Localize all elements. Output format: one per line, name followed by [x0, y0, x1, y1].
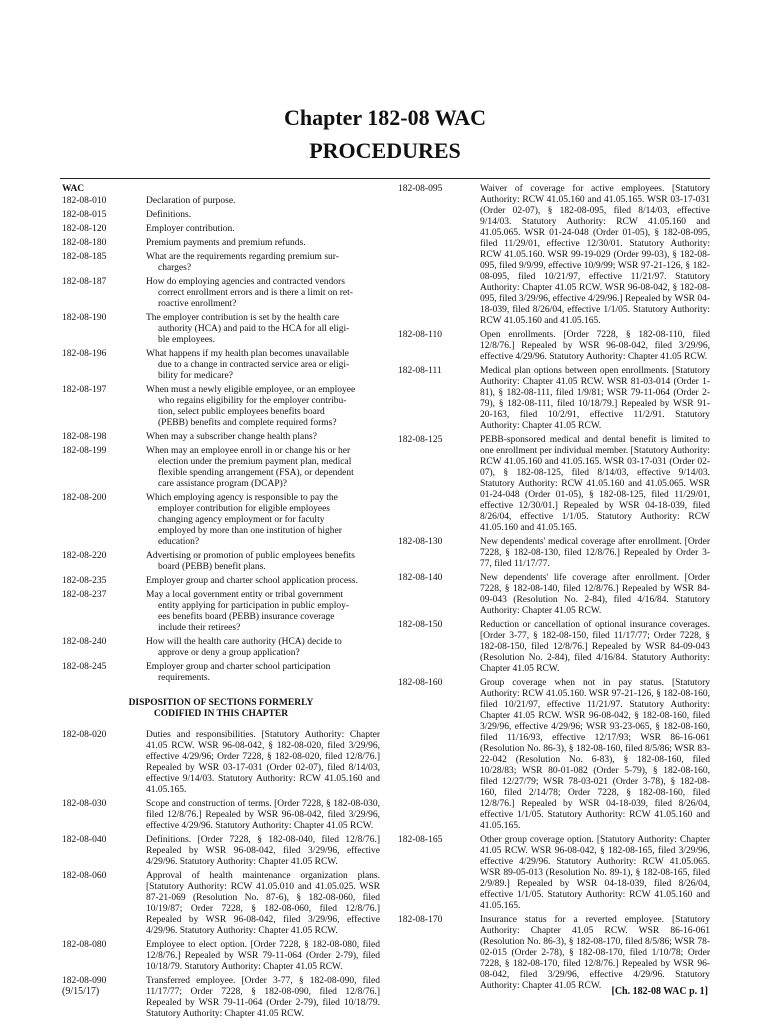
section-entry	[398, 915, 710, 992]
section-entry	[62, 446, 380, 490]
section-entry	[398, 835, 710, 912]
section-number: 182-08-197	[62, 385, 107, 395]
section-number: 182-08-111	[398, 366, 442, 376]
section-number: 182-08-237	[62, 590, 107, 600]
section-number: 182-08-150	[398, 620, 443, 630]
caption-line: requirements.	[158, 673, 210, 683]
section-entry	[62, 871, 380, 937]
section-caption	[146, 446, 380, 490]
caption-line: roactive enrollment?	[158, 299, 237, 309]
section-entry	[398, 573, 710, 617]
caption-line: Definitions.	[146, 210, 192, 220]
disposition-heading	[62, 698, 380, 720]
caption-line: board (PEBB) benefit plans.	[158, 562, 266, 572]
section-entry	[62, 637, 380, 659]
caption-line: charges?	[158, 263, 192, 273]
section-entry	[62, 210, 380, 221]
caption-line: who regains eligibility for the employer contribu-	[158, 396, 347, 406]
section-number: 182-08-090	[62, 976, 107, 986]
caption-line: Declaration of purpose.	[146, 196, 236, 206]
disposition-text: PEBB-sponsored medical and dental benefit is limited to one enrollment per individual member. [Statutory Authority: RCW 41.05.160 and 41.05.165. WSR 03-17-031 (Order 02-07), § 182-08-125, filed 8/14/03, effective 9/14/03. Statutory Authority: RCW 41.05.160 and 41.05.065. WSR 01-24-048 (Order 01-05), § 182-08-125, filed 11/29/01, effective 12/30/01.] Repealed by WSR 04-18-039, filed 8/26/04, effective 1/1/05. Statutory Authority: RCW 41.05.160 and 41.05.165.	[480, 435, 710, 533]
section-number: 182-08-095	[398, 184, 443, 194]
disposition-text: Scope and construction of terms. [Order 7228, § 182-08-030, filed 12/8/76.] Repealed by WSR 96-08-042, filed 3/29/96, effective 4/29/96. Statutory Authority: Chapter 41.05 RCW.	[146, 799, 380, 831]
section-entry	[62, 976, 380, 1020]
section-entry	[62, 551, 380, 573]
disposition-text: Other group coverage option. [Statutory Authority: Chapter 41.05 RCW. WSR 96-08-042, § 182-08-165, filed 3/29/96, effective 4/29/96. Statutory Authority: RCW 41.05.065. WSR 89-05-013 (Resolution No. 89-1), § 182-08-165, filed 2/9/89.] Repealed by WSR 04-18-039, filed 8/26/04, effective 1/1/05. Statutory Authority: RCW 41.05.160 and 41.05.165.	[480, 835, 710, 911]
section-caption	[146, 637, 380, 659]
section-entry	[62, 277, 380, 310]
wac-label: WAC	[62, 184, 85, 194]
caption-line: entity applying for participation in public employ-	[158, 601, 350, 611]
section-entry	[62, 799, 380, 832]
disposition-text: Reduction or cancellation of optional insurance coverages. [Order 3-77, § 182-08-150, filed 11/17/77; Order 7228, § 182-08-150, filed 12/8/76.] Repealed by WSR 84-09-043 (Resolution No. 2-84), filed 4/16/84. Statutory Authority: Chapter 41.05 RCW.	[480, 620, 710, 674]
section-entry	[398, 366, 710, 432]
section-entry	[62, 493, 380, 548]
section-entry	[62, 196, 380, 207]
section-entry	[62, 252, 380, 274]
disposition-text: Group coverage when not in pay status. [Statutory Authority: RCW 41.05.160. WSR 97-21-126, § 182-08-160, filed 10/21/97, effective 11/21/97. Statutory Authority: Chapter 41.05 RCW. WSR 96-08-042, § 182-08-160, filed 3/29/96, effective 4/29/96; WSR 93-23-065, § 182-08-160, filed 11/16/93, effective 12/17/93; WSR 86-16-061 (Resolution No. 86-3), § 182-08-160, filed 8/5/86; WSR 83-22-042 (Resolution No. 6-83), § 182-08-160, filed 10/28/83; WSR 80-01-082 (Order 5-79), § 182-08-160, filed 12/27/79; WSR 78-03-021 (Order 3-78), § 182-08-160, filed 2/14/78; Order 7228, § 182-08-160, filed 12/8/76.] Repealed by WSR 04-18-039, filed 8/26/04, effective 1/1/05. Statutory Authority: RCW 41.05.160 and 41.05.165.	[480, 678, 710, 831]
caption-line: employer contribution for eligible employees	[158, 504, 331, 514]
section-entry	[62, 576, 380, 587]
section-number: 182-08-187	[62, 277, 107, 287]
caption-line: (PEBB) benefits and complete required forms?	[158, 418, 337, 428]
section-caption	[146, 432, 380, 443]
disposition-text: Duties and responsibilities. [Statutory Authority: Chapter 41.05 RCW. WSR 96-08-042, § 182-08-020, filed 3/29/96, effective 4/29/96; Order 7228, § 182-08-020, filed 12/8/76.] Repealed by WSR 03-17-031 (Order 02-07), filed 8/14/03, effective 9/14/03. Statutory Authority: RCW 41.05.160 and 41.05.165.	[146, 730, 380, 795]
disposition-list-right	[398, 184, 710, 992]
section-number: 182-08-190	[62, 313, 107, 323]
disposition-heading-line-2: CODIFIED IN THIS CHAPTER	[153, 709, 289, 719]
section-entry	[398, 537, 710, 570]
section-number: 182-08-060	[62, 871, 107, 881]
section-entry	[398, 330, 710, 363]
disposition-text: Open enrollments. [Order 7228, § 182-08-110, filed 12/8/76.] Repealed by WSR 96-08-042, filed 3/29/96, effective 4/29/96. Statutory Authority: Chapter 41.05 RCW.	[480, 330, 710, 362]
section-number: 182-08-180	[62, 238, 107, 248]
footer-page-ref: [Ch. 182-08 WAC p. 1]	[611, 986, 708, 997]
section-number: 182-08-140	[398, 573, 443, 583]
section-number: 182-08-040	[62, 835, 107, 845]
caption-line: May a local government entity or tribal government	[146, 590, 344, 600]
disposition-text: Waiver of coverage for active employees. [Statutory Authority: RCW 41.05.160 and 41.05.165. WSR 03-17-031 (Order 02-07), § 182-08-095, filed 8/14/03, effective 9/14/03. Statutory Authority: RCW 41.05.160 and 41.05.065. WSR 01-24-048 (Order 01-05), § 182-08-095, filed 11/29/01, effective 12/30/01. Statutory Authority: RCW 41.05.160. WSR 99-19-029 (Order 99-03), § 182-08-095, filed 9/9/99, effective 10/9/99; WSR 97-21-126, § 182-08-095, filed 10/21/97, effective 11/21/97. Statutory Authority: Chapter 41.05 RCW. WSR 96-08-042, § 182-08-095, filed 3/29/96, effective 4/29/96.] Repealed by WSR 04-18-039, filed 8/26/04, effective 1/1/05. Statutory Authority: RCW 41.05.160 and 41.05.165.	[480, 184, 710, 326]
section-entry	[398, 184, 710, 327]
caption-line: care assistance program (DCAP)?	[158, 479, 287, 489]
section-number: 182-08-110	[398, 330, 442, 340]
caption-line: How do employing agencies and contracted vendors	[146, 277, 345, 287]
section-caption	[146, 277, 380, 310]
disposition-text: Medical plan options between open enrollments. [Statutory Authority: Chapter 41.05 RCW. WSR 81-03-014 (Order 1-81), § 182-08-111, filed 1/9/81; WSR 79-11-064 (Order 2-79), § 182-08-111, filed 10/18/79.] Repealed by WSR 91-20-163, filed 10/2/91, effective 11/2/91. Statutory Authority: Chapter 41.05 RCW.	[480, 366, 710, 431]
caption-line: changing agency employment or for faculty	[158, 515, 325, 525]
caption-line: Employer contribution.	[146, 224, 235, 234]
section-entry	[62, 662, 380, 684]
caption-line: Which employing agency is responsible to pay the	[146, 493, 338, 503]
section-number: 182-08-120	[62, 224, 107, 234]
section-caption	[146, 493, 380, 548]
caption-line: How will the health care authority (HCA) decide to	[146, 637, 342, 647]
chapter-subtitle: PROCEDURES	[309, 138, 461, 163]
section-entry	[398, 620, 710, 675]
section-number: 182-08-196	[62, 349, 107, 359]
section-number: 182-08-185	[62, 252, 107, 262]
section-number: 182-08-165	[398, 835, 443, 845]
caption-line: tion, select public employees benefits board	[158, 407, 325, 417]
section-entry	[62, 224, 380, 235]
header-rule	[60, 178, 710, 179]
disposition-text: New dependents' life coverage after enrollment. [Order 7228, § 182-08-140, filed 12/8/76.] Repealed by WSR 84-09-043 (Resolution No. 2-84), filed 4/16/84. Statutory Authority: Chapter 41.05 RCW.	[480, 573, 710, 616]
left-column	[62, 184, 380, 1023]
section-number: 182-08-030	[62, 799, 107, 809]
caption-line: authority (HCA) and paid to the HCA for all eligi-	[158, 324, 350, 334]
section-caption	[146, 590, 380, 634]
section-caption	[146, 196, 380, 207]
section-caption	[146, 385, 380, 429]
caption-line: Employer group and charter school participation	[146, 662, 331, 672]
section-caption	[146, 551, 380, 573]
section-entry	[398, 435, 710, 534]
caption-line: What are the requirements regarding premium sur-	[146, 252, 339, 262]
section-number: 182-08-125	[398, 435, 443, 445]
caption-line: bility for medicare?	[158, 371, 233, 381]
caption-line: education?	[158, 537, 200, 547]
section-caption	[146, 224, 380, 235]
caption-line: Employer group and charter school application process.	[146, 576, 358, 586]
caption-line: flexible spending arrangement (FSA), or dependent	[158, 468, 354, 478]
caption-line: correct enrollment errors and is there a limit on ret-	[158, 288, 353, 298]
section-number: 182-08-235	[62, 576, 107, 586]
caption-line: employed by more than one institution of higher	[158, 526, 342, 536]
section-caption	[146, 210, 380, 221]
caption-line: Advertising or promotion of public employees benefits	[146, 551, 355, 561]
section-number: 182-08-080	[62, 940, 107, 950]
right-column	[398, 184, 710, 995]
caption-line: approve or deny a group application?	[158, 648, 300, 658]
caption-line: The employer contribution is set by the health care	[146, 313, 340, 323]
footer-date: (9/15/17)	[62, 986, 100, 997]
contents-list	[62, 196, 380, 684]
section-number: 182-08-130	[398, 537, 443, 547]
section-number: 182-08-170	[398, 915, 443, 925]
disposition-list-left	[62, 730, 380, 1020]
caption-line: include their retirees?	[158, 623, 241, 633]
section-caption	[146, 252, 380, 274]
section-number: 182-08-220	[62, 551, 107, 561]
section-number: 182-08-240	[62, 637, 107, 647]
caption-line: due to a change in contracted service area or eligi-	[158, 360, 350, 370]
section-number: 182-08-020	[62, 730, 107, 740]
chapter-title: Chapter 182-08 WAC	[283, 105, 487, 130]
section-caption	[146, 238, 380, 249]
disposition-text: Insurance status for a reverted employee. [Statutory Authority: Chapter 41.05 RCW. WSR 86-16-061 (Resolution No. 86-3), § 182-08-170, filed 8/5/86; WSR 78-02-015 (Order 2-78), § 182-08-170, filed 1/10/78; Order 7228, § 182-08-170, filed 12/8/76.] Repealed by WSR 96-08-042, filed 3/29/96, effective 4/29/96. Statutory Authority: Chapter 41.05 RCW.	[480, 915, 710, 991]
section-number: 182-08-160	[398, 678, 443, 688]
disposition-text: New dependents' medical coverage after enrollment. [Order 7228, § 182-08-130, filed 12/8/76.] Repealed by Order 3-77, filed 11/17/77.	[480, 537, 710, 569]
caption-line: When may an employee enroll in or change his or her	[146, 446, 351, 456]
section-entry	[62, 432, 380, 443]
section-caption	[146, 576, 380, 587]
section-number: 182-08-200	[62, 493, 107, 503]
disposition-text: Employee to elect option. [Order 7228, § 182-08-080, filed 12/8/76.] Repealed by WSR 79-11-064 (Order 2-79), filed 10/18/79. Statutory Authority: Chapter 41.05 RCW.	[146, 940, 380, 972]
section-entry	[62, 313, 380, 346]
caption-line: election under the premium payment plan, medical	[158, 457, 352, 467]
caption-line: What happens if my health plan becomes unavailable	[146, 349, 349, 359]
section-entry	[62, 730, 380, 796]
section-entry	[62, 940, 380, 973]
section-entry	[62, 590, 380, 634]
caption-line: ble employees.	[158, 335, 215, 345]
section-caption	[146, 662, 380, 684]
section-entry	[62, 238, 380, 249]
caption-line: Premium payments and premium refunds.	[146, 238, 306, 248]
caption-line: When must a newly eligible employee, or an employee	[146, 385, 356, 395]
section-number: 182-08-198	[62, 432, 107, 442]
section-number: 182-08-015	[62, 210, 107, 220]
section-entry	[62, 349, 380, 382]
disposition-text: Transferred employee. [Order 3-77, § 182-08-090, filed 11/17/77; Order 7228, § 182-08-090, filed 12/8/76.] Repealed by WSR 79-11-064 (Order 2-79), filed 10/18/79. Statutory Authority: Chapter 41.05 RCW.	[146, 976, 380, 1019]
disposition-heading-line-1: DISPOSITION OF SECTIONS FORMERLY	[128, 698, 314, 708]
section-number: 182-08-199	[62, 446, 107, 456]
section-entry	[62, 835, 380, 868]
section-caption	[146, 313, 380, 346]
section-number: 182-08-245	[62, 662, 107, 672]
section-entry	[62, 385, 380, 429]
caption-line: When may a subscriber change health plans?	[146, 432, 317, 442]
section-number: 182-08-010	[62, 196, 107, 206]
disposition-text: Definitions. [Order 7228, § 182-08-040, filed 12/8/76.] Repealed by WSR 96-08-042, filed 3/29/96, effective 4/29/96. Statutory Authority: Chapter 41.05 RCW.	[146, 835, 380, 867]
section-caption	[146, 349, 380, 382]
section-entry	[398, 678, 710, 832]
disposition-text: Approval of health maintenance organization plans. [Statutory Authority: RCW 41.05.010 and 41.05.025. WSR 87-21-069 (Resolution No. 87-6), § 182-08-060, filed 10/19/87; Order 7228, § 182-08-060, filed 12/8/76.] Repealed by WSR 96-08-042, filed 3/29/96, effective 4/29/96. Statutory Authority: Chapter 41.05 RCW.	[146, 871, 380, 936]
caption-line: ees benefits board (PEBB) insurance coverage	[158, 612, 335, 622]
